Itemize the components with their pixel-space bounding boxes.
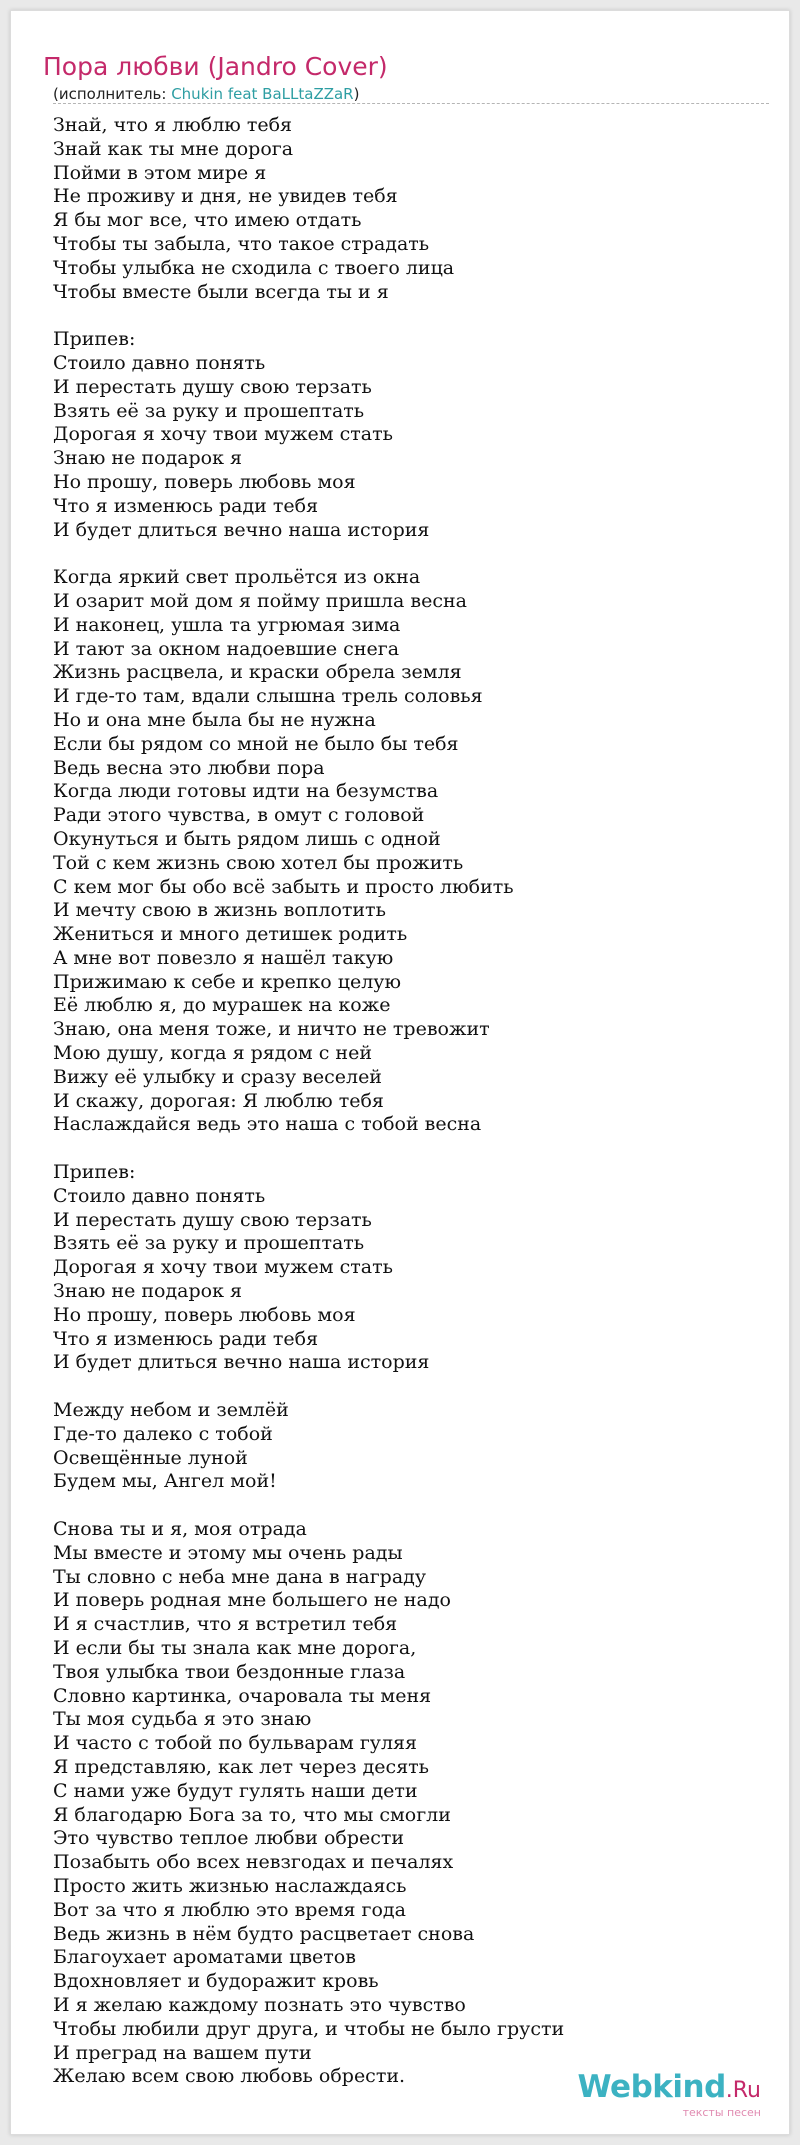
logo-tld: .Ru xyxy=(725,2078,761,2103)
performer-suffix: ) xyxy=(353,85,360,103)
logo-wordmark xyxy=(571,2070,761,2108)
logo-name: Webkind xyxy=(577,2069,726,2105)
song-lyrics: Знай, что я люблю тебя Знай как ты мне дорога Пойми в этом мире я Не проживу и дня, не увидев тебя Я бы мог все, что имею отдать Чтобы ты забыла, что такое страдать Чтобы улыбка не сходила с твоего лица Чтобы вместе были всегда ты и я Припев: Стоило давно понять И перестать душу свою терзать Взять её за руку и прошептать Дорогая я хочу твои мужем стать Знаю не подарок я Но прошу, поверь любовь моя Что я изменюсь ради тебя И будет длиться вечно наша история Когда яркий свет прольётся из окна И озарит мой дом я пойму пришла весна И наконец, ушла та угрюмая зима И тают за окном надоевшие снега Жизнь расцвела, и краски обрела земля И где-то там, вдали слышна трель соловья Но и она мне была бы не нужна Если бы рядом со мной не было бы тебя Ведь весна это любви пора Когда люди готовы идти на безумства Ради этого чувства, в омут с головой Окунуться и быть рядом лишь с одной Той с кем жизнь свою хотел бы прожить С кем мог бы обо всё забыть и просто любить И мечту свою в жизнь воплотить Жениться и много детишек родить А мне вот повезло я нашёл такую Прижимаю к себе и крепко целую Её люблю я, до мурашек на коже Знаю, она меня тоже, и ничто не тревожит Мою душу, когда я рядом с ней Вижу её улыбку и сразу веселей И скажу, дорогая: Я люблю тебя Наслаждайся ведь это наша с тобой весна Припев: Стоило давно понять И перестать душу свою терзать Взять её за руку и прошептать Дорогая я хочу твои мужем стать Знаю не подарок я Но прошу, поверь любовь моя Что я изменюсь ради тебя И будет длиться вечно наша история Между небом и землёй Где-то далеко с тобой Освещённые луной Будем мы, Ангел мой! Снова ты и я, моя отрада Мы вместе и этому мы очень рады Ты словно с неба мне дана в награду И поверь родная мне большего не надо И я счастлив, что я встретил тебя И если бы ты знала как мне дорога, Твоя улыбка твои бездонные глаза Словно картинка, очаровала ты меня Ты моя судьба я это знаю И часто с тобой по бульварам гуляя Я представляю, как лет через десять С нами уже будут гулять наши дети Я благодарю Бога за то, что мы смогли Это чувство теплое любви обрести Позабыть обо всех невзгодах и печалях Просто жить жизнью наслаждаясь Вот за что я люблю это время года Ведь жизнь в нём будто расцветает снова Благоухает ароматами цветов Вдохновляет и будоражит кровь И я желаю каждому познать это чувство Чтобы любили друг друга, и чтобы не было грусти И преград на вашем пути Желаю всем свою любовь обрести. xyxy=(53,114,565,2088)
performer-prefix: (исполнитель: xyxy=(53,85,172,103)
lyrics-card xyxy=(10,10,790,2135)
title-divider xyxy=(53,103,769,104)
performer-link[interactable]: Chukin feat BaLLtaZZaR xyxy=(171,85,354,103)
webkind-logo[interactable] xyxy=(571,2069,761,2119)
logo-tagline: тексты песен xyxy=(682,2106,761,2119)
performer-line xyxy=(53,84,359,104)
song-title: Пора любви (Jandro Cover) xyxy=(43,52,388,81)
